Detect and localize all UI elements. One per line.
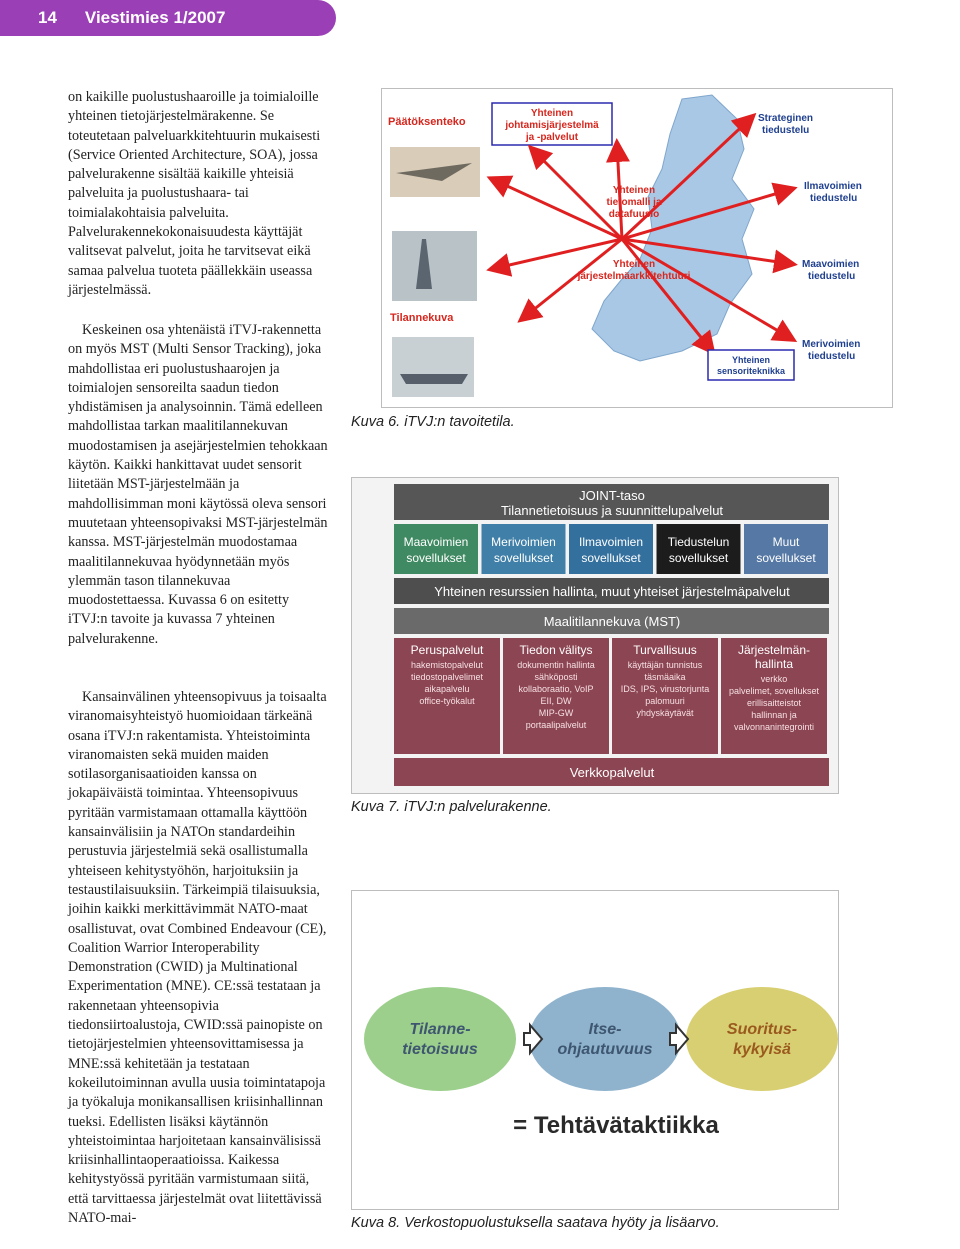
concept-label-line-1: Itse- bbox=[588, 1021, 622, 1038]
app-label-line-1: Tiedustelun bbox=[667, 535, 730, 549]
strategic-line-2: tiedustelu bbox=[762, 125, 810, 136]
joint-title: JOINT-taso bbox=[579, 488, 645, 503]
service-item: täsmäaika bbox=[644, 672, 686, 682]
figure-8-caption: Kuva 8. Verkostopuolustuksella saatava hyöty ja lisäarvo. bbox=[351, 1215, 720, 1231]
body-paragraph-3: Kansainvälinen yhteensopivuus ja toisaalta viranomaisyhteistyö huomioidaan tärkeänä osana iTVJ:n rakentamista. Yhteistoiminta viranomaisten sekä muiden maiden sotilasorganisaatioiden kanssa on jokapäiväistä toimintaa. Yhteensopivuus pyritään varmistamaan ottamalla käyttöön kansainvälisiin ja NATOn standardeihin perustuvia järjestelmiä sekä osallistumalla yhteiseen kehitystyöhön, harjoituksiin ja testaustilaisuuksiin. Tärkeimpiä tilaisuuksia, joihin kaikki merkittävimmät NATO-maat osallistuvat, ovat Combined Endeavour (CE), Coalition Warrior Interoperability Demonstration (CWID) ja Multinational Experimentation (MNE). CE:ssä testataan ja rakennetaan yhteensopivia tiedonsiirtoalustoja, CWID:ssä painopiste on tietojärjestelmien yhteensovittamisessa ja MNE:ssä kehitetään ja testataan kokeilutoiminnan avulla uusia toimintatapoja ja työkaluja monikansallisen kriisinhallinnan tueksi. Edellisten lisäksi käytännön yhteistoimintaa harjoitetaan kansainvälisissä kriisinhallintaoperaatioissa. Kaikessa kehitystyössä pyritään varmistumaan siitä, että tarvittaessa järjestelmät ovat liitettävissä NATO-mai- bbox=[68, 689, 327, 1227]
service-item: palvelimet, sovellukset bbox=[728, 686, 820, 696]
air-line-1: Ilmavoimien bbox=[804, 181, 862, 192]
figure-7-caption: Kuva 7. iTVJ:n palvelurakenne. bbox=[351, 799, 552, 815]
service-title: Turvallisuus bbox=[633, 643, 697, 657]
concept-label-line-2: tietoisuus bbox=[402, 1041, 478, 1058]
service-item: valvonnanintegrointi bbox=[733, 722, 815, 732]
figure-8 bbox=[351, 890, 839, 1210]
finland-map bbox=[592, 95, 754, 361]
target-picture: Maalitilannekuva (MST) bbox=[543, 614, 681, 629]
app-label-line-2: sovellukset bbox=[581, 551, 641, 565]
army-line-2: tiedustelu bbox=[808, 271, 856, 282]
service-item: dokumentin hallinta bbox=[517, 660, 595, 670]
joint-subtitle: Tilannetietoisuus ja suunnittelupalvelut bbox=[500, 503, 724, 518]
management-line-3: ja -palvelut bbox=[525, 132, 579, 143]
datamodel-line-2: tietomalli ja bbox=[606, 197, 662, 208]
app-box bbox=[394, 524, 478, 574]
datamodel-line-1: Yhteinen bbox=[612, 185, 656, 196]
harbour-photo bbox=[392, 231, 477, 301]
service-item: erillisaitteistot bbox=[746, 698, 802, 708]
service-title-line-2: hallinta bbox=[754, 657, 794, 671]
ship-photo bbox=[392, 337, 474, 397]
app-label-line-2: sovellukset bbox=[756, 551, 816, 565]
app-label-line-1: Maavoimien bbox=[403, 535, 469, 549]
figure-6 bbox=[381, 88, 893, 408]
app-box bbox=[744, 524, 828, 574]
service-item: MIP-GW bbox=[538, 708, 574, 718]
page-header bbox=[0, 0, 336, 36]
page-number: 14 bbox=[38, 8, 57, 27]
concept-label-line-2: ohjautuvuus bbox=[557, 1041, 653, 1058]
datamodel-line-3: datafuusio bbox=[608, 209, 660, 220]
sensor-line-2: sensoriteknikka bbox=[716, 366, 786, 376]
navy-line-2: tiedustelu bbox=[808, 351, 856, 362]
app-label-line-1: Muut bbox=[772, 535, 800, 549]
service-item: palomuuri bbox=[645, 696, 685, 706]
service-item: verkko bbox=[760, 674, 788, 684]
navy-line-1: Merivoimien bbox=[802, 339, 861, 350]
body-paragraph-2: Keskeinen osa yhtenäistä iTVJ-rakennetta on myös MST (Multi Sensor Tracking), joka mahdollistaa eri puolustushaarojen ja toimialojen sensoreilta saadun tiedon yhdistämisen ja analysoinnin. Tämä edelleen mahdollistaa tarkan maalitilannekuvan muodostamisen ja asejärjestelmien tehokkaan käytön. Kaikki hankittavat uudet sensorit liitetään MST-järjestelmään ja mahdollisimman moni käytössä oleva sensori muutetaan yhteensopivaksi MST-järjestelmän kanssa. MST-järjestelmän muodostamaa maalitilannekuvaa hyödynnetään myös ylemmän tason tilannekuvaa muodostettaessa. Kuvassa 6 on esitetty iTVJ:n tavoite ja kuvassa 7 yhteinen palvelurakenne. bbox=[68, 322, 328, 647]
service-item: aikapalvelu bbox=[424, 684, 470, 694]
app-box bbox=[482, 524, 566, 574]
app-box bbox=[657, 524, 741, 574]
app-label-line-2: sovellukset bbox=[668, 551, 729, 565]
aircraft-photo bbox=[390, 147, 480, 197]
sensor-line-1: Yhteinen bbox=[731, 355, 771, 365]
management-line-1: Yhteinen bbox=[530, 108, 574, 119]
service-title: Tiedon välitys bbox=[519, 643, 593, 657]
architecture-line-1: Yhteinen bbox=[612, 259, 656, 270]
app-label-line-1: Merivoimien bbox=[491, 535, 556, 549]
formula-text: = Tehtävätaktiikka bbox=[513, 1112, 719, 1139]
concept-label-line-1: Suoritus- bbox=[726, 1021, 798, 1038]
service-item: office-työkalut bbox=[419, 696, 475, 706]
concept-label-line-1: Tilanne- bbox=[409, 1021, 471, 1038]
service-item: kollaboraatio, VoIP bbox=[518, 684, 594, 694]
label-situation: Tilannekuva bbox=[390, 312, 454, 324]
publication-title: Viestimies 1/2007 bbox=[84, 8, 226, 27]
app-label-line-2: sovellukset bbox=[493, 551, 554, 565]
service-title-line-1: Järjestelmän- bbox=[737, 643, 811, 657]
network-services: Verkkopalvelut bbox=[569, 765, 655, 780]
service-item: käyttäjän tunnistus bbox=[627, 660, 703, 670]
app-label-line-1: Ilmavoimien bbox=[578, 535, 644, 549]
concept-ellipse bbox=[529, 987, 681, 1091]
architecture-line-2: järjestelmäarkkitehtuuri bbox=[577, 271, 691, 282]
body-paragraph-1: on kaikille puolustushaaroille ja toimialoille yhteinen tietojärjestelmärakenne. Se toteutetaan palveluarkkitehtuurin mukaisesti (Service Oriented Architecture, SOA), jossa palvelurakenne sisältää kaikille yhteisiä palveluita ja puolustushaara- tai toimialakohtaisia palveluita. Palvelurakennekokonaisuudesta käyttäjät valitsevat palvelut, joita he tarvitsevat eikä samaa palvelua tuoteta päällekkäin useassa järjestelmässä. bbox=[68, 89, 321, 298]
service-item: EII, DW bbox=[540, 696, 572, 706]
strategic-line-1: Strateginen bbox=[758, 113, 814, 124]
service-item: IDS, IPS, virustorjunta bbox=[620, 684, 710, 694]
figure-6-caption: Kuva 6. iTVJ:n tavoitetila. bbox=[351, 414, 515, 430]
service-item: tiedostopalvelimet bbox=[410, 672, 484, 682]
concept-ellipse bbox=[364, 987, 516, 1091]
concept-label-line-2: kykyisä bbox=[733, 1041, 791, 1058]
label-decision: Päätöksenteko bbox=[388, 116, 466, 128]
management-line-2: johtamisjärjestelmä bbox=[505, 120, 599, 131]
resource-management: Yhteinen resurssien hallinta, muut yhteiset järjestelmäpalvelut bbox=[434, 584, 790, 599]
figure-7 bbox=[351, 477, 839, 794]
service-item: hallinnan ja bbox=[751, 710, 797, 720]
service-item: yhdyskäytävät bbox=[636, 708, 694, 718]
app-box bbox=[569, 524, 653, 574]
app-label-line-2: sovellukset bbox=[406, 551, 466, 565]
concept-ellipse bbox=[686, 987, 838, 1091]
service-item: hakemistopalvelut bbox=[410, 660, 484, 670]
service-title: Peruspalvelut bbox=[410, 643, 484, 657]
air-line-2: tiedustelu bbox=[810, 193, 858, 204]
service-item: portaalipalvelut bbox=[525, 720, 587, 730]
service-item: sähköposti bbox=[534, 672, 578, 682]
army-line-1: Maavoimien bbox=[802, 259, 860, 270]
